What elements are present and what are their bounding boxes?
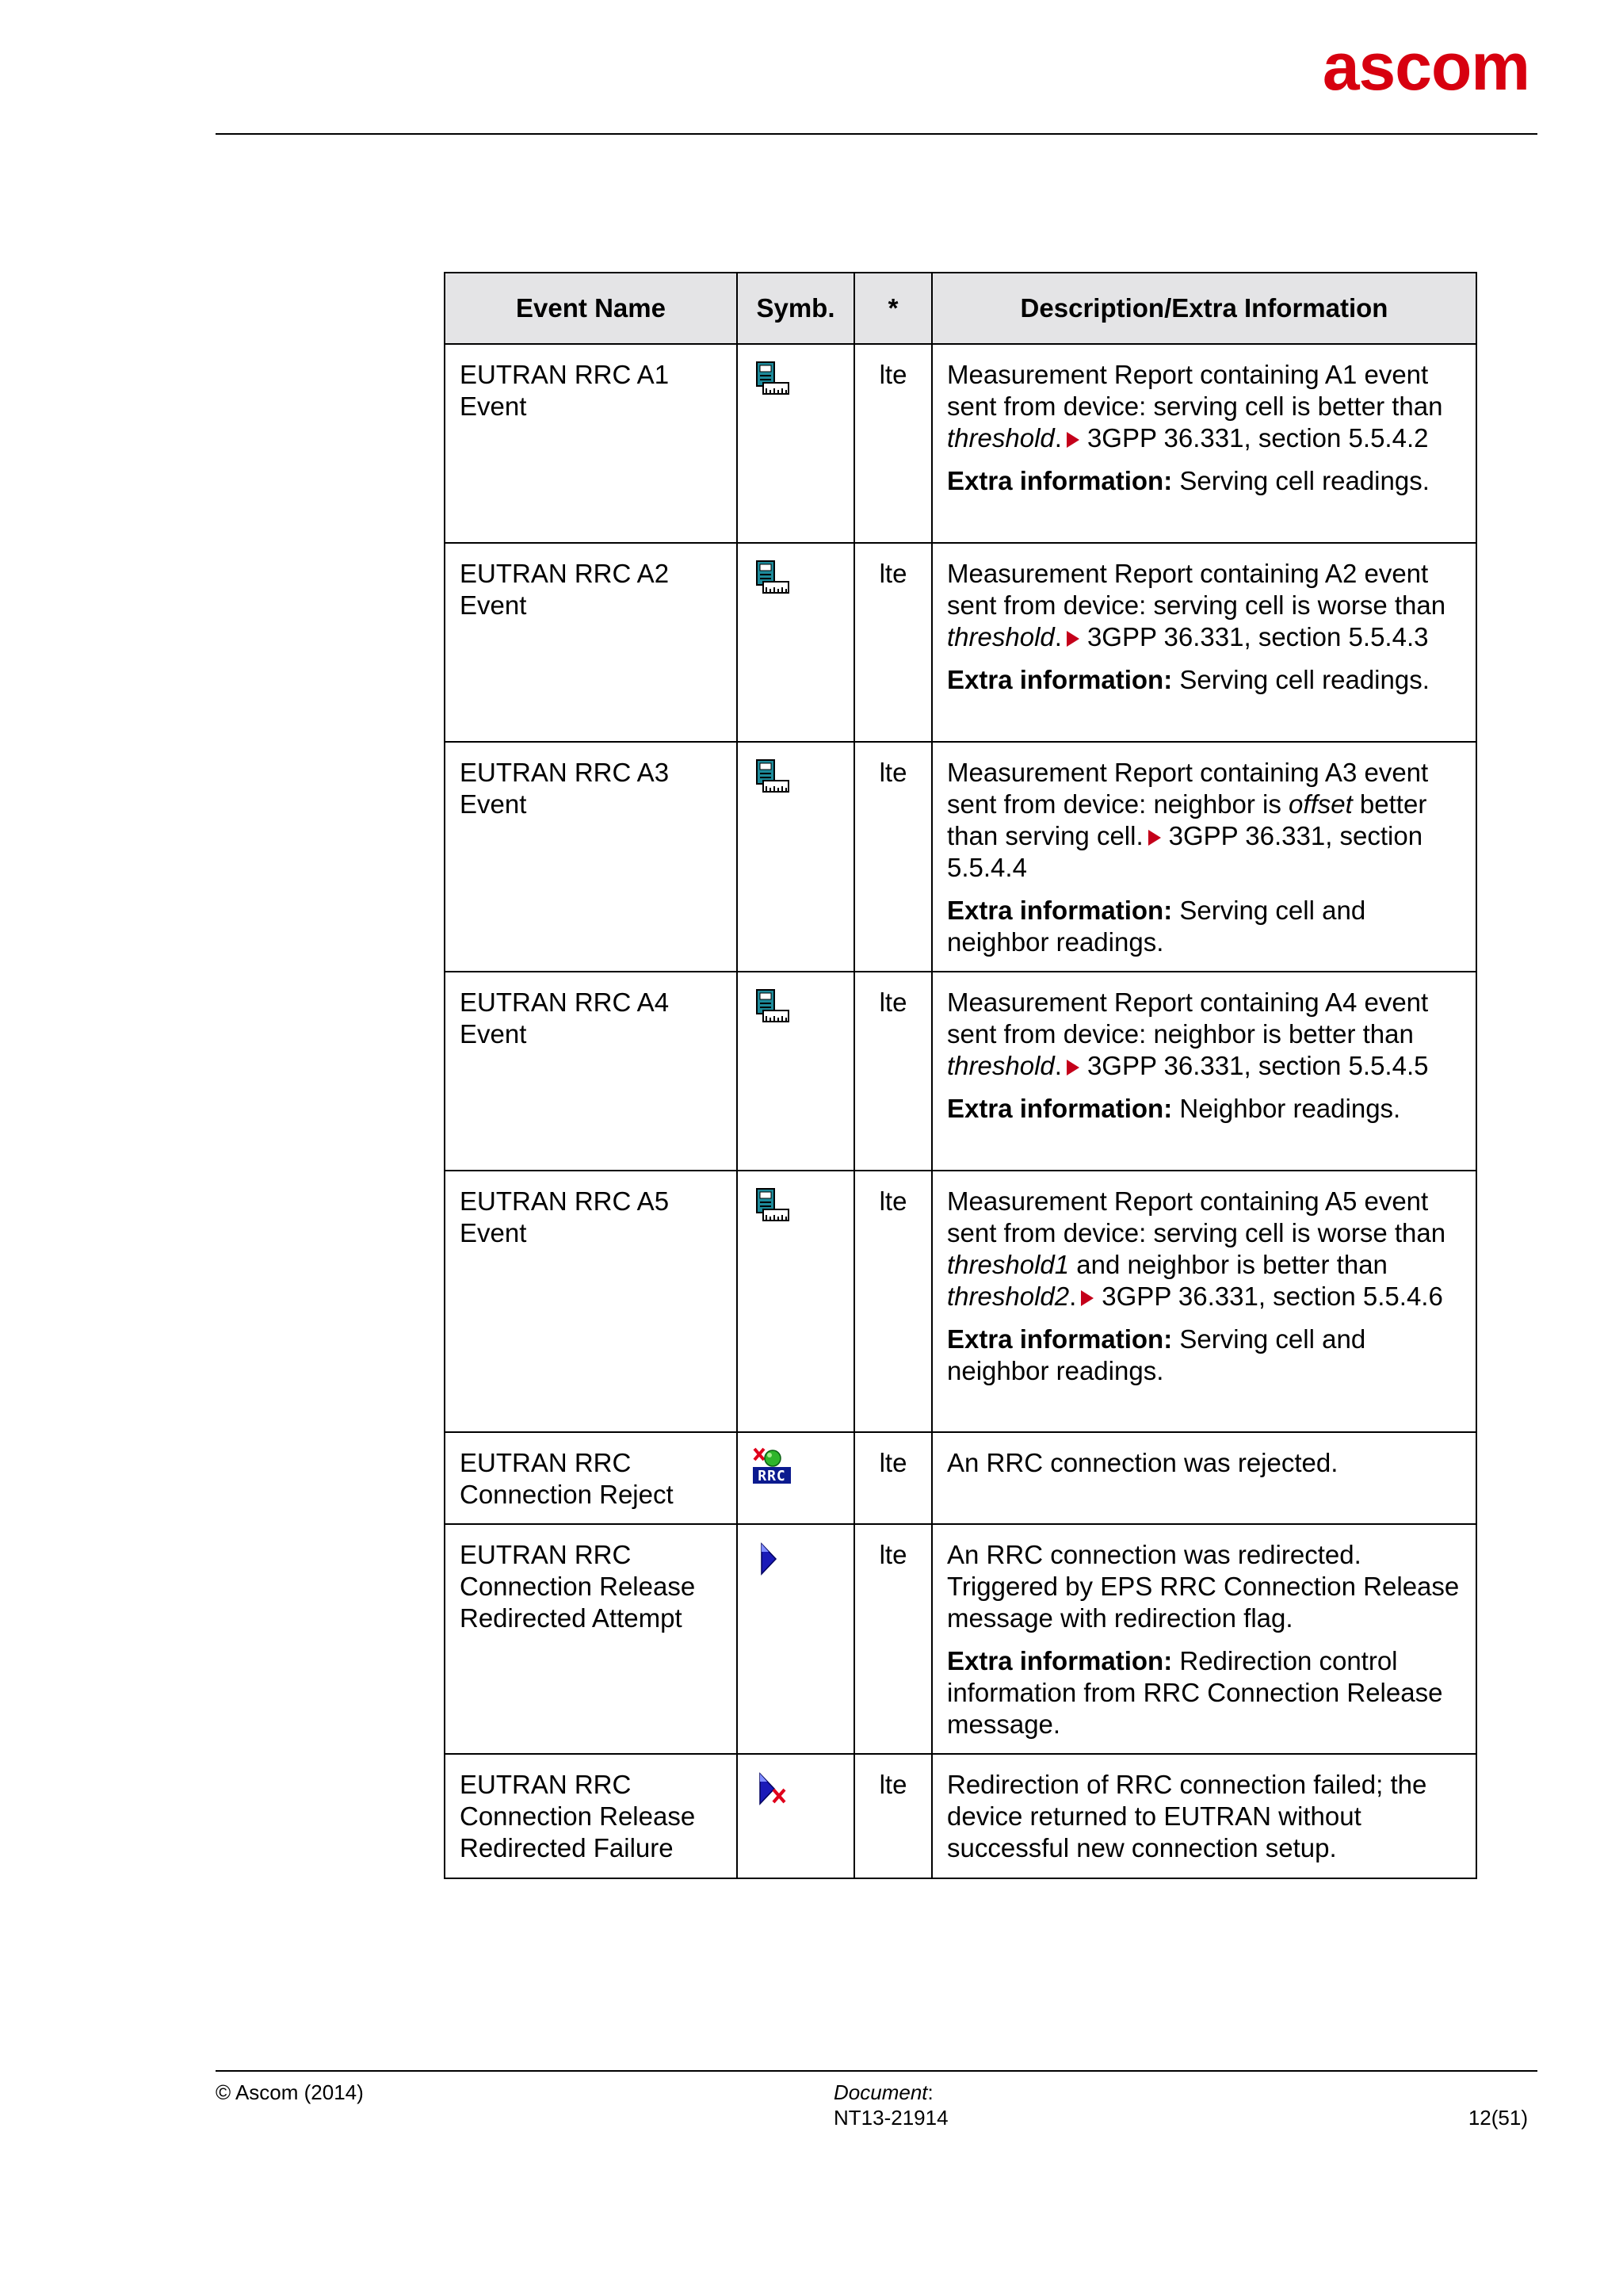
desc-text: Redirection of RRC connection failed; the device returned to EUTRAN without successful new connection setup. bbox=[947, 1770, 1427, 1862]
document-number: NT13-21914 bbox=[834, 2106, 949, 2130]
measurement-report-icon bbox=[752, 359, 792, 399]
reference-arrow-icon bbox=[1067, 631, 1079, 647]
desc-text: . bbox=[1054, 1051, 1062, 1080]
table-row bbox=[445, 344, 1476, 543]
redirect-failure-icon bbox=[752, 1769, 792, 1809]
table-row bbox=[445, 1171, 1476, 1432]
col-header-event-name: Event Name bbox=[445, 273, 737, 344]
extra-label: Extra information: bbox=[947, 896, 1173, 925]
event-tech: lte bbox=[854, 742, 932, 972]
event-symbol bbox=[737, 1432, 854, 1524]
event-description bbox=[932, 1432, 1476, 1524]
event-tech: lte bbox=[854, 1754, 932, 1878]
spec-reference: 3GPP 36.331, section 5.5.4.3 bbox=[1086, 622, 1429, 651]
extra-text: Serving cell and neighbor readings. bbox=[947, 896, 1366, 957]
spec-reference: 3GPP 36.331, section 5.5.4.6 bbox=[1102, 1282, 1443, 1311]
reference-arrow-icon bbox=[1081, 1290, 1094, 1306]
event-table bbox=[444, 272, 1477, 1879]
event-name: EUTRAN RRC A4 Event bbox=[445, 972, 737, 1171]
event-name: EUTRAN RRC Connection Release Redirected Attempt bbox=[445, 1524, 737, 1754]
extra-label: Extra information: bbox=[947, 665, 1173, 694]
desc-text: Measurement Report containing A1 event sent from device: serving cell is better than bbox=[947, 360, 1443, 421]
reference-arrow-icon bbox=[1067, 1060, 1079, 1075]
desc-emphasis: threshold bbox=[947, 423, 1055, 453]
rrc-icon-label: RRC bbox=[758, 1468, 786, 1484]
event-tech: lte bbox=[854, 543, 932, 742]
extra-label: Extra information: bbox=[947, 1094, 1173, 1123]
measurement-report-icon bbox=[752, 1186, 792, 1225]
event-tech: lte bbox=[854, 1171, 932, 1432]
table-row bbox=[445, 1524, 1476, 1754]
event-name: EUTRAN RRC A5 Event bbox=[445, 1171, 737, 1432]
event-description bbox=[932, 1754, 1476, 1878]
event-tech: lte bbox=[854, 1432, 932, 1524]
extra-text: Redirection control information from RRC Connection Release message. bbox=[947, 1646, 1443, 1739]
desc-text: and neighbor is better than bbox=[1069, 1250, 1388, 1279]
extra-text: Neighbor readings. bbox=[1179, 1094, 1401, 1123]
event-name: EUTRAN RRC A2 Event bbox=[445, 543, 737, 742]
footer-rule bbox=[216, 2070, 1537, 2072]
desc-emphasis: threshold2 bbox=[947, 1282, 1070, 1311]
extra-label: Extra information: bbox=[947, 1324, 1173, 1354]
event-description bbox=[932, 972, 1476, 1171]
extra-label: Extra information: bbox=[947, 466, 1173, 495]
event-name: EUTRAN RRC A1 Event bbox=[445, 344, 737, 543]
event-name: EUTRAN RRC Connection Release Redirected Failure bbox=[445, 1754, 737, 1878]
footer-copyright: © Ascom (2014) bbox=[216, 2080, 364, 2104]
measurement-report-icon bbox=[752, 558, 792, 598]
event-tech: lte bbox=[854, 344, 932, 543]
event-description bbox=[932, 742, 1476, 972]
extra-label: Extra information: bbox=[947, 1646, 1173, 1675]
desc-text: Measurement Report containing A3 event sent from device: neighbor is bbox=[947, 758, 1429, 819]
desc-text: . bbox=[1054, 622, 1062, 651]
document-label: Document bbox=[834, 2080, 928, 2104]
spec-reference: 3GPP 36.331, section 5.5.4.4 bbox=[947, 821, 1423, 882]
reference-arrow-icon bbox=[1148, 830, 1161, 846]
spec-reference: 3GPP 36.331, section 5.5.4.5 bbox=[1086, 1051, 1429, 1080]
page-number: 12(51) bbox=[1468, 2106, 1528, 2130]
rrc-reject-icon bbox=[752, 1447, 792, 1487]
table-row bbox=[445, 1432, 1476, 1524]
event-description bbox=[932, 1524, 1476, 1754]
footer-document bbox=[834, 2080, 949, 2130]
desc-text: An RRC connection was redirected. Triggered by EPS RRC Connection Release message with redirection flag. bbox=[947, 1540, 1460, 1633]
desc-emphasis: threshold bbox=[947, 622, 1055, 651]
extra-text: Serving cell readings. bbox=[1179, 466, 1430, 495]
measurement-report-icon bbox=[752, 987, 792, 1026]
desc-text: An RRC connection was rejected. bbox=[947, 1448, 1338, 1477]
event-tech: lte bbox=[854, 972, 932, 1171]
col-header-symbol: Symb. bbox=[737, 273, 854, 344]
event-name: EUTRAN RRC A3 Event bbox=[445, 742, 737, 972]
event-symbol bbox=[737, 1171, 854, 1432]
table-row bbox=[445, 742, 1476, 972]
desc-text: Measurement Report containing A2 event sent from device: serving cell is worse than bbox=[947, 559, 1446, 620]
extra-text: Serving cell and neighbor readings. bbox=[947, 1324, 1366, 1385]
document-label-colon: : bbox=[927, 2080, 934, 2104]
measurement-report-icon bbox=[752, 757, 792, 797]
event-symbol bbox=[737, 543, 854, 742]
table-row bbox=[445, 972, 1476, 1171]
event-description bbox=[932, 344, 1476, 543]
desc-text: . bbox=[1069, 1282, 1077, 1311]
table-row bbox=[445, 543, 1476, 742]
header-rule bbox=[216, 133, 1537, 135]
reference-arrow-icon bbox=[1067, 432, 1079, 448]
table-header-row bbox=[445, 273, 1476, 344]
event-name: EUTRAN RRC Connection Reject bbox=[445, 1432, 737, 1524]
extra-text: Serving cell readings. bbox=[1179, 665, 1430, 694]
redirect-arrow-icon bbox=[752, 1539, 792, 1579]
desc-text: Measurement Report containing A5 event sent from device: serving cell is worse than bbox=[947, 1186, 1446, 1247]
event-symbol bbox=[737, 1754, 854, 1878]
event-symbol bbox=[737, 344, 854, 543]
event-symbol bbox=[737, 1524, 854, 1754]
table-row bbox=[445, 1754, 1476, 1878]
ascom-logo: ascom bbox=[1322, 29, 1529, 104]
desc-text: better than serving cell. bbox=[947, 789, 1427, 850]
event-tech: lte bbox=[854, 1524, 932, 1754]
event-description bbox=[932, 1171, 1476, 1432]
event-symbol bbox=[737, 972, 854, 1171]
col-header-description: Description/Extra Information bbox=[932, 273, 1476, 344]
event-description bbox=[932, 543, 1476, 742]
col-header-star: * bbox=[854, 273, 932, 344]
desc-emphasis: threshold bbox=[947, 1051, 1055, 1080]
event-symbol bbox=[737, 742, 854, 972]
spec-reference: 3GPP 36.331, section 5.5.4.2 bbox=[1086, 423, 1429, 453]
desc-emphasis: threshold1 bbox=[947, 1250, 1070, 1279]
desc-emphasis: offset bbox=[1289, 789, 1353, 819]
desc-text: . bbox=[1054, 423, 1062, 453]
desc-text: Measurement Report containing A4 event sent from device: neighbor is better than bbox=[947, 988, 1429, 1049]
